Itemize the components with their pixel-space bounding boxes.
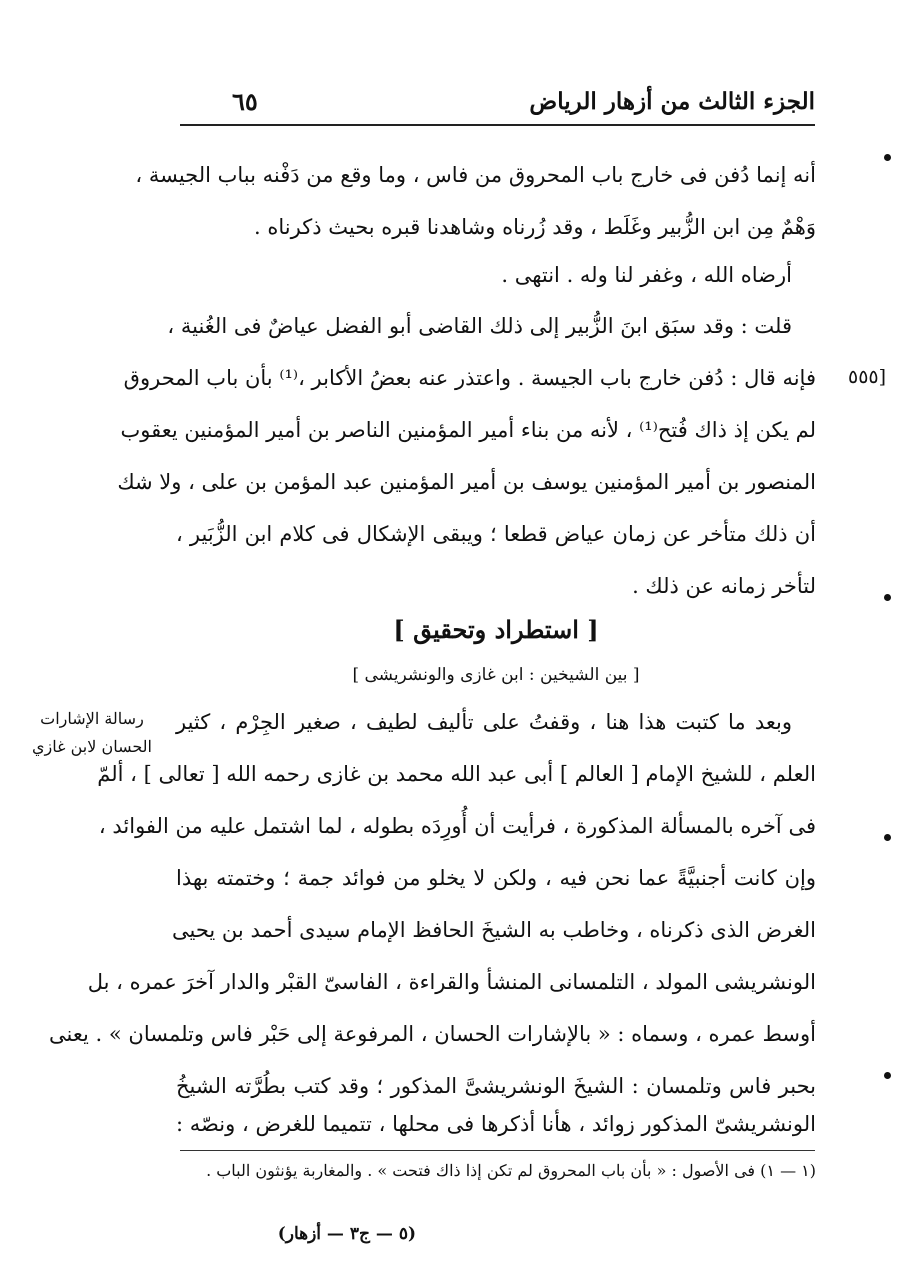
body-line: قلت : وقد سبَق ابنَ الزُّبير إلى ذلك القاضى أبو الفضل عياضٌ فى الغُنية ، xyxy=(167,314,792,338)
body-line: المنصور بن أمير المؤمنين يوسف بن أمير المؤمنين عبد المؤمن بن على ، ولا شك xyxy=(117,470,816,494)
signature-mark: (٥ — ج٣ — أزهار) xyxy=(277,1224,416,1244)
scan-speck xyxy=(884,154,891,161)
footnote: (١ — ١) فى الأصول : « بأن باب المحروق لم تكن إذا ذاك فتحت » . والمغاربة يؤنثون الباب . xyxy=(206,1161,816,1180)
header-rule xyxy=(180,124,815,126)
footnote-rule xyxy=(180,1150,815,1151)
body-line: أرضاه الله ، وغفر لنا وله . انتهى . xyxy=(501,263,792,287)
body-line: فى آخره بالمسألة المذكورة ، فرأيت أن أُورِدَه بطوله ، لما اشتمل عليه من الفوائد ، xyxy=(98,814,816,838)
body-line: فإنه قال : دُفن خارج باب الجيسة . واعتذر عنه بعضُ الأكابر ،⁽¹⁾ بأن باب المحروق xyxy=(123,366,816,390)
section-subtitle: [ بين الشيخين : ابن غازى والونشريشى ] xyxy=(352,665,640,685)
body-line: الونشريشىّ المذكور زوائد ، هأنا أذكرها فى محلها ، تتميما للغرض ، ونصّه : xyxy=(176,1112,816,1136)
body-line: أوسط عمره ، وسماه : « بالإشارات الحسان ، المرفوعة إلى حَبْر فاس وتلمسان » . يعنى xyxy=(49,1022,816,1046)
scan-speck xyxy=(884,834,891,841)
body-line: وبعد ما كتبت هذا هنا ، وقفتُ على تأليف لطيف ، صغير الجِرْم ، كثير xyxy=(176,710,792,734)
body-line: لتأخر زمانه عن ذلك . xyxy=(632,574,816,598)
scan-speck xyxy=(884,594,891,601)
body-line: الغرض الذى ذكرناه ، وخاطب به الشيخَ الحافظ الإمام سيدى أحمد بن يحيى xyxy=(172,918,816,942)
running-title: الجزء الثالث من أزهار الرياض xyxy=(529,87,815,115)
margin-page-ref: [٥٥٥ xyxy=(848,366,887,388)
scan-speck xyxy=(884,1072,891,1079)
page-number: ٦٥ xyxy=(232,86,258,116)
body-line: الونشريشى المولد ، التلمسانى المنشأ والقراءة ، الفاسىّ القبْر والدار آخرَ عمره ، بل xyxy=(87,970,816,994)
body-line: وإن كانت أجنبيَّةً عما نحن فيه ، ولكن لا يخلو من فوائد جمة ؛ وختمته بهذا xyxy=(176,866,816,890)
body-line: أنه إنما دُفن فى خارج باب المحروق من فاس ، وما وقع من دَفْنه بباب الجيسة ، xyxy=(135,163,816,187)
body-line: وَهْمٌ مِن ابن الزُّبير وغَلَط ، وقد زُرناه وشاهدنا قبره بحيث ذكرناه . xyxy=(254,215,816,239)
body-line: بحبر فاس وتلمسان : الشيخَ الونشريشىَّ المذكور ؛ وقد كتب بطُرَّته الشيخُ xyxy=(176,1074,816,1098)
body-line: لم يكن إذ ذاك فُتح⁽¹⁾ ، لأنه من بناء أمير المؤمنين الناصر بن أمير المؤمنين يعقوب xyxy=(120,418,816,442)
body-line: أن ذلك متأخر عن زمان عياض قطعا ؛ ويبقى الإشكال فى كلام ابن الزُّبَير ، xyxy=(176,522,816,546)
page-header xyxy=(180,82,815,120)
side-note: رسالة الإشارات الحسان لابن غازي xyxy=(32,709,152,756)
section-title: [ استطراد وتحقيق ] xyxy=(393,615,599,644)
body-line: العلم ، للشيخ الإمام [ العالم ] أبى عبد الله محمد بن غازى رحمه الله [ تعالى ] ، ألمّ xyxy=(97,762,816,786)
